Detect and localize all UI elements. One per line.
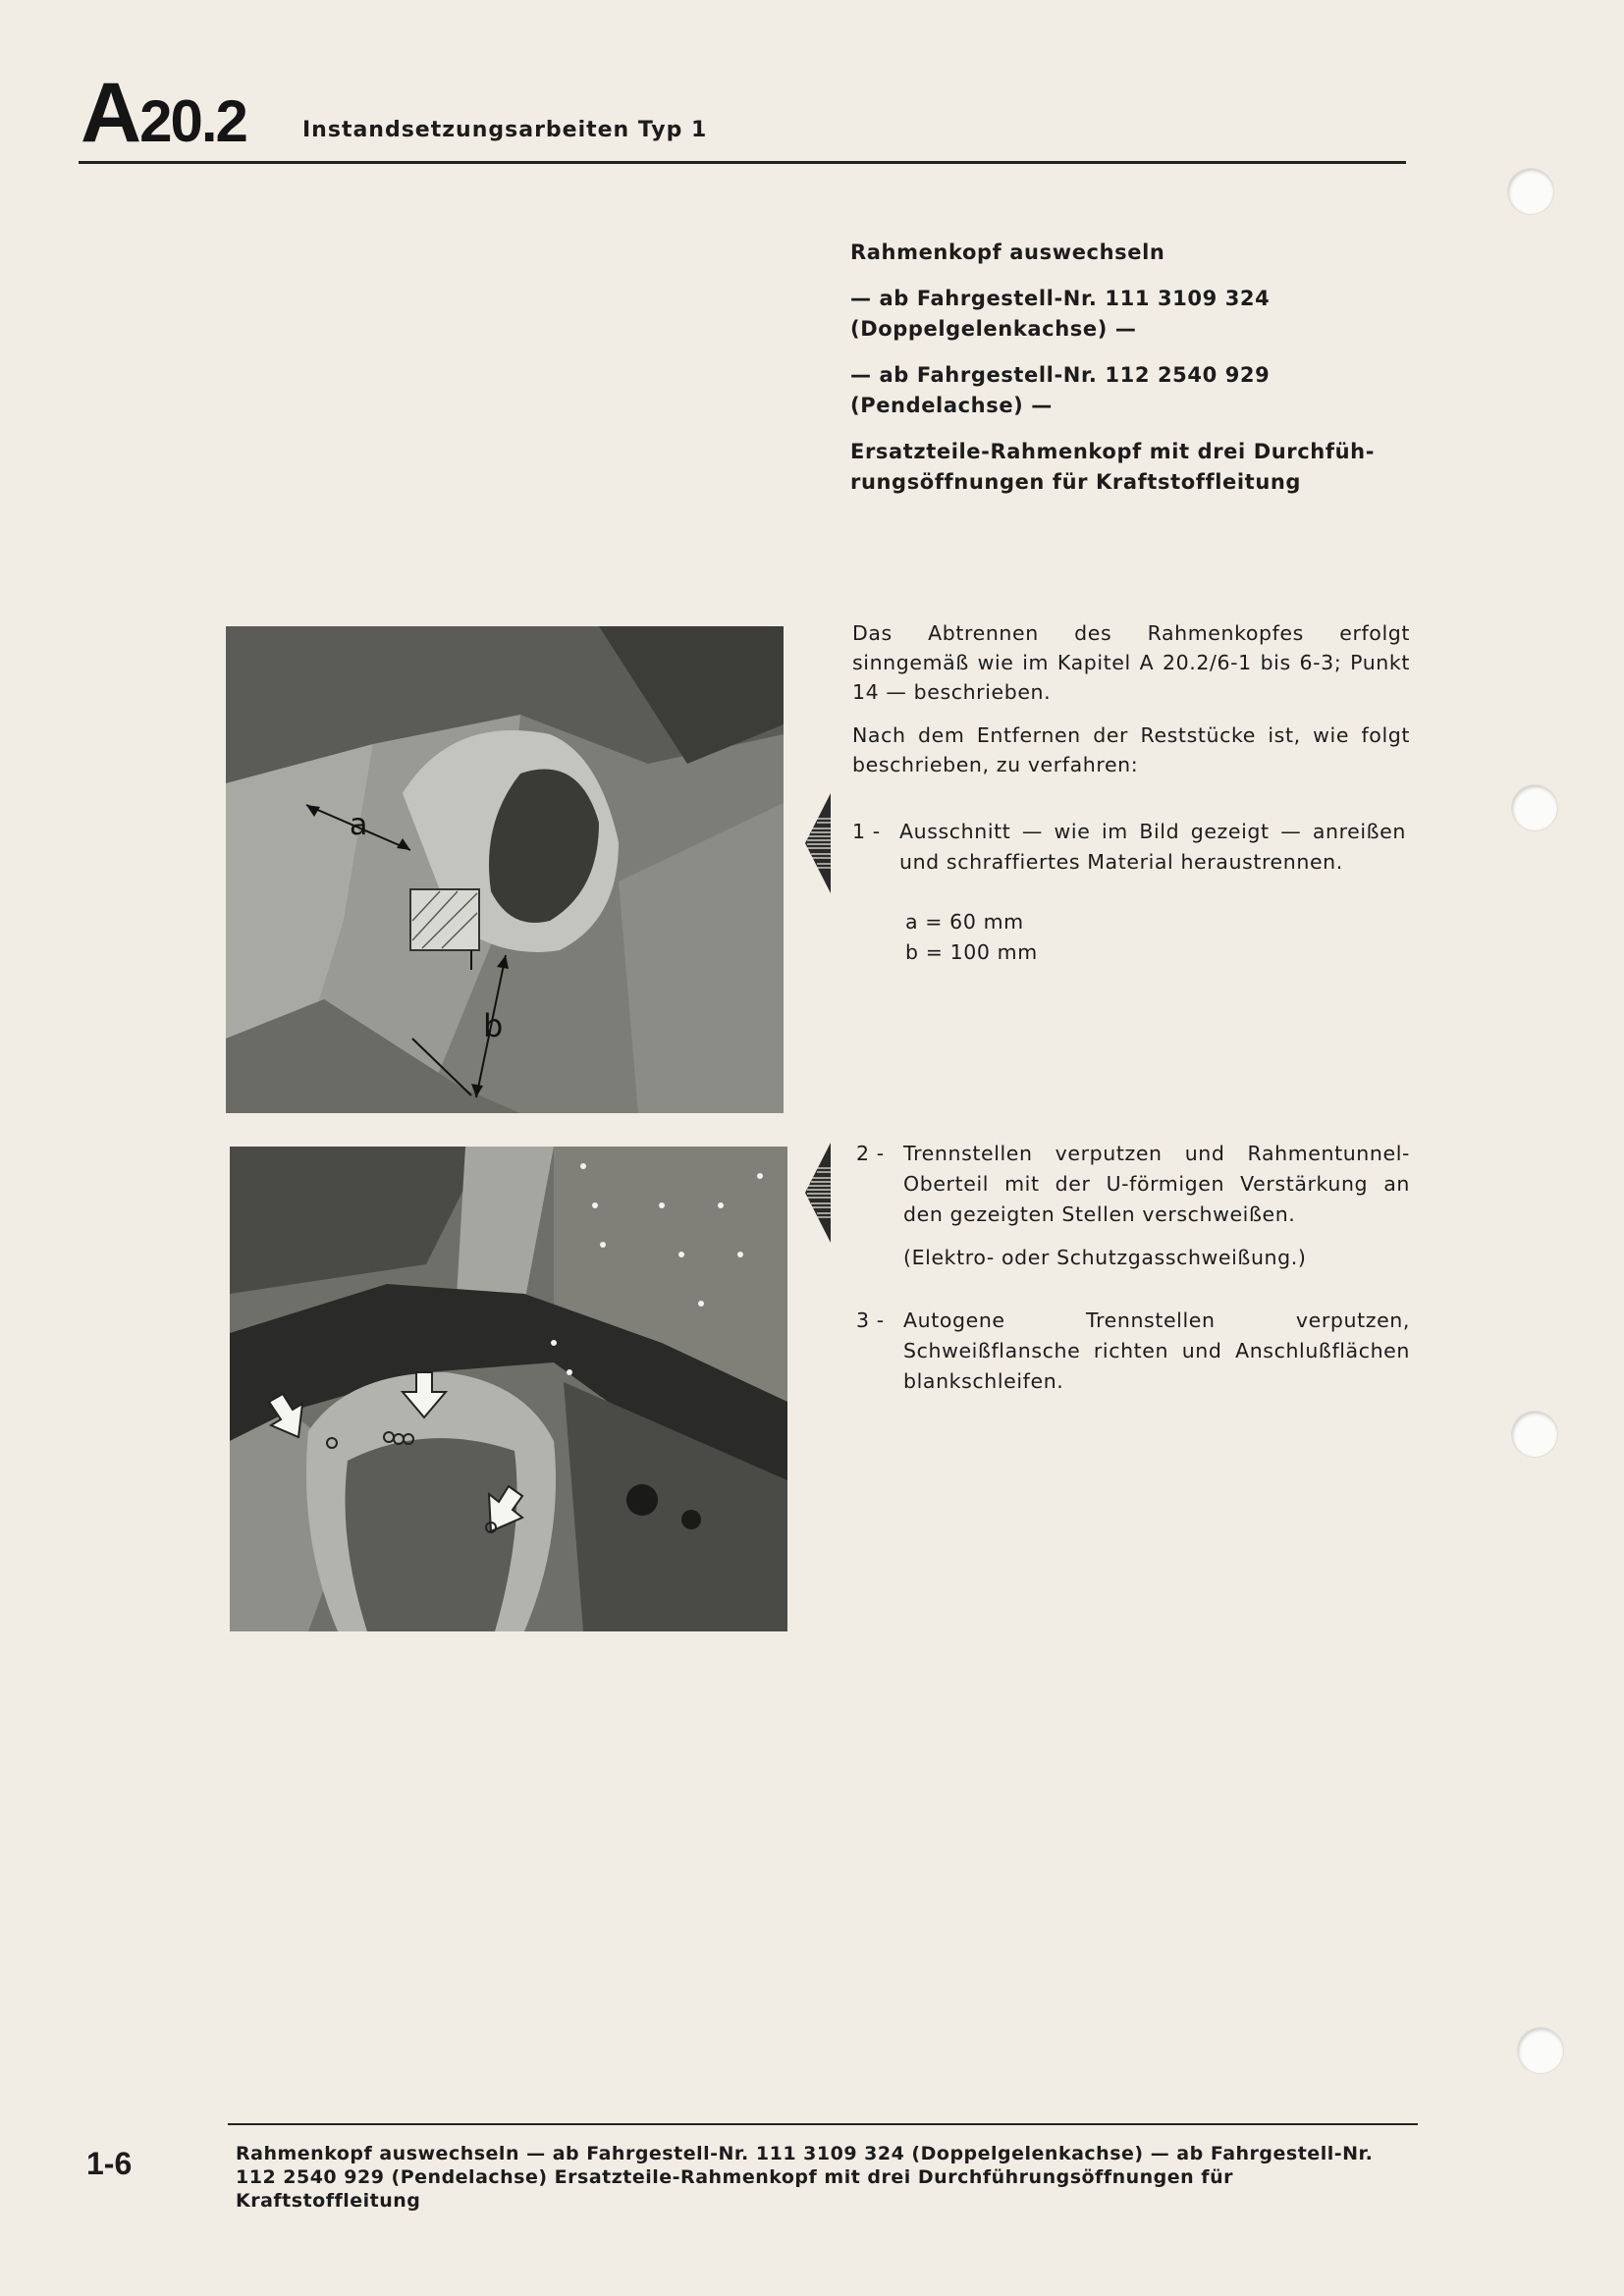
header-rule bbox=[79, 161, 1406, 164]
step-2-note: (Elektro- oder Schutzgasschweißung.) bbox=[903, 1246, 1307, 1269]
footer-line-1: Rahmenkopf auswechseln — ab Fahrgestell-Nr. 111 3109 324 (Doppelgelenkachse) — ab Fahrgestell-Nr. bbox=[236, 2143, 1374, 2164]
punch-hole bbox=[1508, 169, 1553, 214]
label-a: a bbox=[350, 808, 368, 842]
spare-part-note: Ersatzteile-Rahmenkopf mit drei Durchfüh- rungsöffnungen für Kraftstoffleitung bbox=[850, 440, 1376, 494]
step-text: Autogene Trennstellen verputzen, Schweißflansche richten und Anschlußflächen blankschleifen. bbox=[903, 1308, 1410, 1393]
section-code bbox=[81, 65, 246, 162]
frame-head-photo bbox=[226, 626, 784, 1113]
title-heading: Rahmenkopf auswechseln bbox=[850, 240, 1165, 264]
step-number: 1 - bbox=[852, 820, 881, 843]
footer-caption bbox=[236, 2142, 1414, 2213]
footer-rule bbox=[228, 2123, 1418, 2125]
punch-hole bbox=[1512, 785, 1557, 830]
label-b: b bbox=[483, 1007, 504, 1044]
photo-welding-points bbox=[230, 1147, 787, 1631]
measure-b: b = 100 mm bbox=[905, 940, 1038, 964]
photo-frame-head-cutout bbox=[226, 626, 784, 1113]
measurements bbox=[905, 907, 1038, 968]
welding-photo bbox=[230, 1147, 787, 1631]
measure-a: a = 60 mm bbox=[905, 910, 1024, 934]
page-number: 1-6 bbox=[86, 2146, 133, 2181]
title-block bbox=[850, 238, 1400, 513]
chassis-range-1: — ab Fahrgestell-Nr. 111 3109 324 (Doppelgelenkachse) — bbox=[850, 287, 1271, 341]
step-number: 3 - bbox=[856, 1308, 885, 1332]
chassis-range-2: — ab Fahrgestell-Nr. 112 2540 929 (Pendelachse) — bbox=[850, 363, 1271, 417]
intro-paragraph: Das Abtrennen des Rahmenkopfes erfolgt sinngemäß wie im Kapitel A 20.2/6-1 bis 6-3; Punkt 14 — beschrieben. bbox=[852, 621, 1410, 704]
section-title: Instandsetzungsarbeiten Typ 1 bbox=[302, 118, 708, 142]
section-letter: A bbox=[81, 66, 140, 160]
step-number: 2 - bbox=[856, 1142, 885, 1165]
intro-paragraph-2: Nach dem Entfernen der Reststücke ist, wie folgt beschrieben, zu verfahren: bbox=[852, 723, 1410, 776]
step-text: Trennstellen verputzen und Rahmentunnel-Oberteil mit der U-förmigen Verstärkung an den gezeigten Stellen verschweißen. bbox=[903, 1142, 1410, 1226]
footer-line-2: 112 2540 929 (Pendelachse) Ersatzteile-Rahmenkopf mit drei Durchführungsöffnungen für Kraftstoffleitung bbox=[236, 2166, 1233, 2212]
step-text: Ausschnitt — wie im Bild gezeigt — anreißen und schraffiertes Material heraustrennen. bbox=[899, 820, 1406, 874]
punch-hole bbox=[1518, 2028, 1563, 2073]
punch-hole bbox=[1512, 1412, 1557, 1457]
step-arrow-icon bbox=[803, 1143, 833, 1243]
step-arrow-icon bbox=[803, 793, 833, 893]
section-number: 20.2 bbox=[139, 88, 246, 154]
